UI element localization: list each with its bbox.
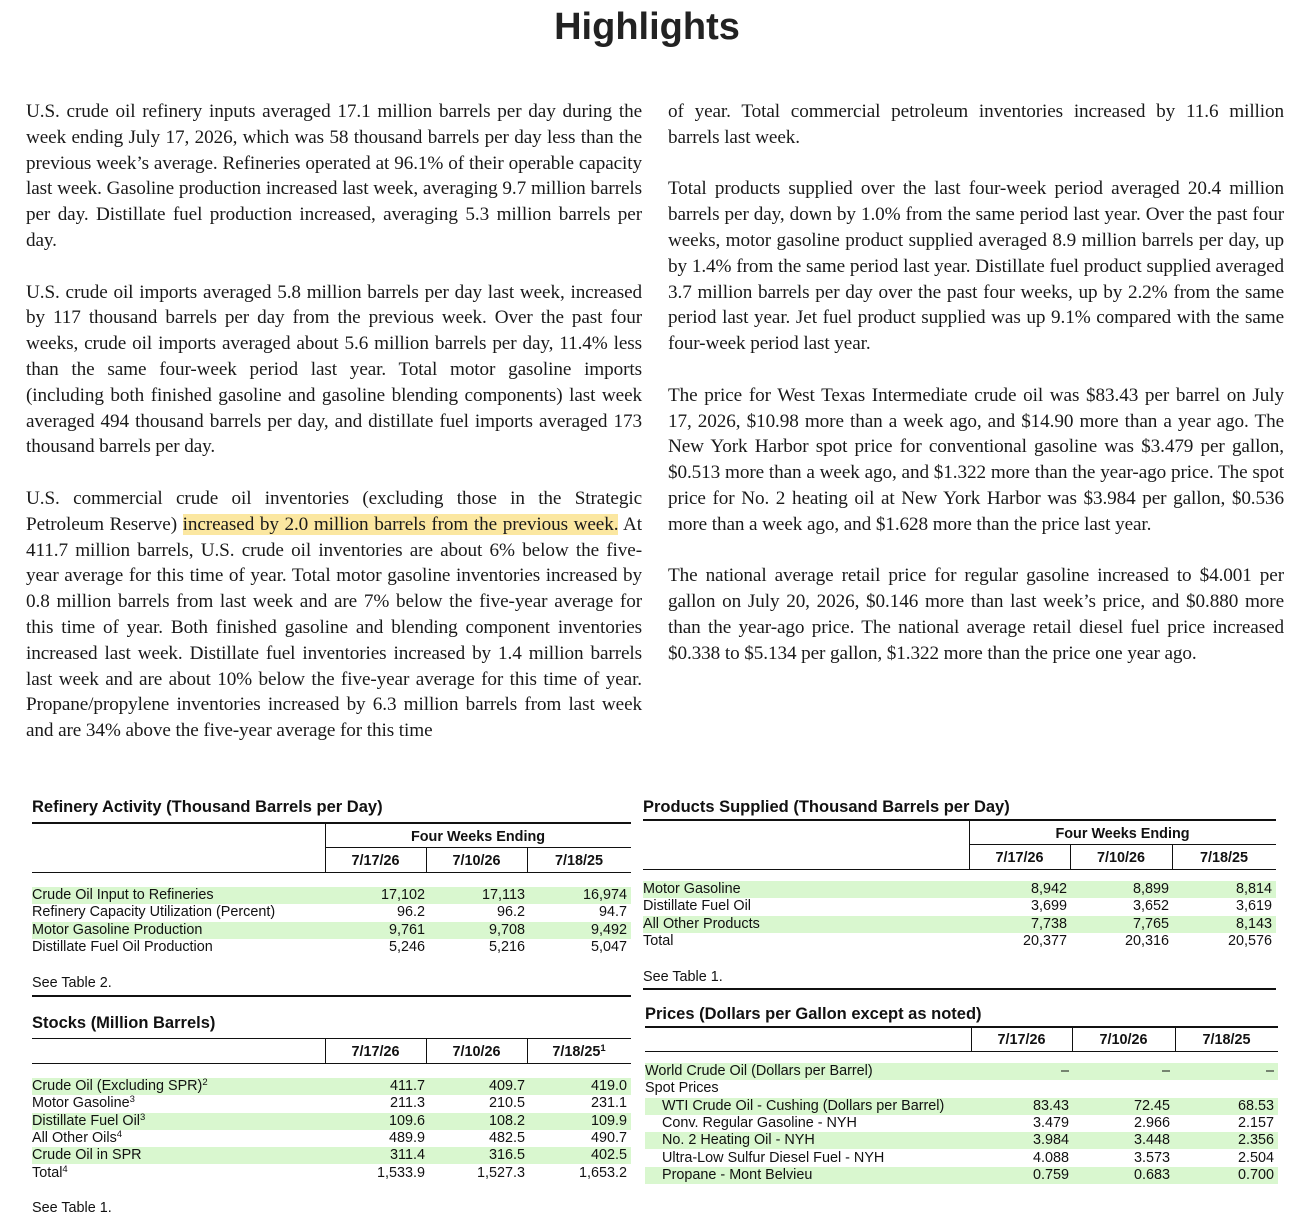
row-label-text: Distillate Fuel Oil [32,1112,140,1129]
table-row [32,1113,631,1130]
table-cell: 3.479 [1032,1114,1069,1131]
row-label [32,1165,68,1182]
row-label-text: Total [32,1164,63,1181]
footnote-marker: 2 [202,1077,208,1088]
table-cell: 9,761 [388,921,425,938]
row-label [32,887,214,904]
table-cell: 211.3 [390,1095,425,1112]
row-label-text: Total [643,932,674,949]
table-row [643,898,1276,915]
table-cell: 7,738 [1030,915,1067,932]
row-label [32,922,202,939]
table-cell: 3,699 [1030,898,1067,915]
table-row [32,887,631,904]
refinery-table-note: See Table 2. [32,975,112,991]
table-cell: 5,047 [590,938,627,955]
table-cell: 3.573 [1133,1149,1170,1166]
table-cell: 316.5 [488,1147,525,1164]
footnote-marker: 4 [116,1128,123,1140]
products-col-header: 7/17/26 [995,850,1044,866]
table-cell: 2.504 [1237,1149,1274,1166]
table-row [645,1115,1278,1132]
stocks-col-header: 7/17/26 [351,1044,400,1060]
table-cell: 9,708 [488,921,525,938]
refinery-col-header: 7/18/25 [554,853,603,869]
row-label [32,1078,208,1095]
row-label [643,898,751,915]
table-row [645,1063,1278,1080]
products-group-header: Four Weeks Ending [1055,826,1190,842]
row-label [643,916,760,933]
table-cell: 3.984 [1032,1132,1069,1149]
table-cell: 0.683 [1133,1166,1170,1183]
table-cell: 409.7 [488,1078,525,1094]
table-cell: 5,216 [488,938,525,955]
table-cell: 94.7 [598,904,627,921]
stocks-table [32,1013,631,1216]
row-label [662,1167,812,1184]
left-text-column [26,99,642,770]
table-cell: – [1060,1063,1069,1079]
row-label-text: Propane - Mont Belvieu [662,1166,813,1183]
table-row [32,1095,631,1112]
table-cell: 2.966 [1133,1114,1170,1131]
table-cell: 1,533.9 [376,1164,425,1181]
table-row [643,933,1276,950]
right-text-column [668,99,1284,692]
stocks-col-header [527,1043,631,1061]
row-label [32,1095,135,1112]
row-label-text: Crude Oil Input to Refineries [32,887,214,903]
table-cell: – [1265,1063,1274,1079]
footnote-marker: 1 [600,1043,606,1054]
prices-table [645,1004,1278,1204]
table-cell: 1,527.3 [476,1164,525,1181]
prices-table-title: Prices (Dollars per Gallon except as noted) [645,1005,982,1023]
products-col-header: 7/18/25 [1199,850,1248,866]
row-label-text: World Crude Oil (Dollars per Barrel) [645,1063,873,1079]
row-label-text: Distillate Fuel Oil [643,898,751,915]
table-cell: 8,899 [1132,881,1169,897]
table-cell: 9,492 [590,921,627,938]
page-title: Highlights [554,6,740,48]
row-label-text: Motor Gasoline [32,1095,130,1112]
table-cell: 5,246 [388,938,425,955]
table-cell: 0.759 [1032,1166,1069,1183]
table-cell: – [1161,1063,1170,1079]
row-label [32,939,213,956]
refinery-activity-table [32,797,631,992]
table-cell: 0.700 [1237,1166,1274,1183]
products-supplied-table [643,797,1276,992]
table-cell: 490.7 [590,1129,627,1146]
table-cell: 1,653.2 [578,1164,627,1181]
table-cell: 4.088 [1032,1149,1069,1166]
table-cell: 16,974 [582,887,627,903]
row-label-text: Motor Gasoline Production [32,921,203,938]
paragraph-total-inventories: of year. Total commercial petroleum inventories increased by 11.6 million barrels last week. [668,101,1284,148]
table-row [645,1080,1278,1097]
highlighted-inventory-change: increased by 2.0 million barrels from the previous week. [182,513,619,535]
row-label [662,1098,944,1115]
table-row [643,916,1276,933]
table-cell: 402.5 [590,1147,627,1164]
refinery-table-title: Refinery Activity (Thousand Barrels per Day) [32,798,383,816]
table-row [32,904,631,921]
row-label-text: Spot Prices [645,1080,719,1097]
row-label-text: Refinery Capacity Utilization (Percent) [32,904,276,921]
row-label [662,1150,884,1167]
table-cell: 482.5 [488,1129,525,1146]
table-row [32,939,631,956]
row-label-text: Ultra-Low Sulfur Diesel Fuel - NYH [662,1149,885,1166]
row-label-text: Motor Gasoline [643,881,741,897]
table-cell: 20,316 [1124,932,1169,949]
row-label [32,1130,122,1147]
table-cell: 231.1 [590,1095,627,1112]
table-row [32,922,631,939]
table-cell: 108.2 [488,1112,525,1129]
row-label-text: Conv. Regular Gasoline - NYH [662,1114,857,1131]
row-label [662,1132,815,1149]
stocks-col-header: 7/10/26 [452,1044,501,1060]
table-cell: 210.5 [488,1095,525,1112]
paragraph-retail-prices: The national average retail price for regular gasoline increased to $4.001 per gallon on July 20, 2026, $0.146 more than last week’s price, and $0.880 more than the year-ago price. The national average retail diesel fuel price increased $0.338 to $5.134 per gallon, $1.322 more than the price one year ago. [668,565,1284,664]
row-label-text: Distillate Fuel Oil Production [32,938,213,955]
row-label-text: WTI Crude Oil - Cushing (Dollars per Barrel) [662,1097,945,1114]
table-cell: 489.9 [388,1129,425,1146]
row-label [32,1147,142,1164]
row-label [645,1063,873,1080]
table-row [645,1132,1278,1149]
table-cell: 72.45 [1133,1097,1170,1114]
footnote-marker: 3 [139,1111,146,1123]
refinery-group-header: Four Weeks Ending [410,829,546,845]
paragraph-refinery-inputs: U.S. crude oil refinery inputs averaged 17.1 million barrels per day during the week ending July 17, 2026, which was 58 thousand barrels per day less than the previous week’s average. Refineries operated at 96.1% of their operable capacity last week. Gasoline production increased last week, averaging 9.7 million barrels per day. Distillate fuel production increased, averaging 5.3 million barrels per day. [26,101,642,251]
prices-col-header: 7/10/26 [1099,1032,1148,1048]
products-table-note: See Table 1. [643,969,723,985]
products-table-title: Products Supplied (Thousand Barrels per Day) [643,798,1010,816]
stocks-col-header-text: 7/18/25 [552,1044,601,1060]
inventories-text-rest: At 411.7 million barrels, U.S. crude oil inventories are about 6% below the five-year average for this time of year. Total motor gasoline inventories increased by 0.8 million barrels from last week and are 7% below the five-year average for this time of year. Both finished gasoline and blending component inventories increased last week. Distillate fuel inventories increased by 1.4 million barrels last week and are about 10% below the five-year average for this time of year. Propane/propylene inventories increased by 6.3 million barrels from last week and are 34% above the five-year average for this time [26,513,642,742]
row-label-text: Crude Oil (Excluding SPR) [32,1078,203,1094]
row-label-text: All Other Oils [32,1129,117,1146]
row-label [645,1080,719,1097]
table-cell: 419.0 [590,1078,627,1094]
inventories-text-start: U.S. commercial crude oil inventories (excluding those in the Strategic Petroleum Reserve) [26,487,642,535]
table-cell: 17,102 [380,887,425,903]
table-row [32,1165,631,1182]
table-cell: 96.2 [496,904,525,921]
table-cell: 8,143 [1235,915,1272,932]
row-label [32,1113,145,1130]
table-row [32,1130,631,1147]
table-cell: 17,113 [482,887,525,903]
footnote-marker: 3 [129,1094,135,1106]
table-cell: 96.2 [396,904,425,921]
stocks-table-title: Stocks (Million Barrels) [32,1014,216,1032]
row-label-text: Crude Oil in SPR [32,1147,142,1164]
table-row [32,1147,631,1164]
table-cell: 2.157 [1237,1114,1274,1131]
table-cell: 411.7 [390,1078,425,1094]
paragraph-inventories [26,486,642,744]
products-col-header: 7/10/26 [1096,850,1145,866]
table-cell: 3,652 [1132,898,1169,915]
row-label [643,933,673,950]
table-row [643,881,1276,898]
prices-col-header: 7/17/26 [997,1032,1046,1048]
table-cell: 68.53 [1237,1097,1274,1114]
row-label-text: No. 2 Heating Oil - NYH [662,1132,815,1149]
table-cell: 83.43 [1032,1097,1069,1114]
footnote-marker: 4 [62,1163,68,1175]
row-label [662,1115,857,1132]
table-cell: 2.356 [1237,1132,1274,1149]
row-label [643,881,741,898]
paragraph-crude-and-spot-prices: The price for West Texas Intermediate crude oil was $83.43 per barrel on July 17, 2026, $10.98 more than a week ago, and $14.90 more than a year ago. The New York Harbor spot price for conventional gasoline was $3.479 per gallon, $0.513 more than a week ago, and $1.322 more than the year-ago price. The spot price for No. 2 heating oil at New York Harbor was $3.984 per gallon, $0.536 more than a week ago, and $1.628 more than the price last year. [668,384,1284,535]
table-cell: 7,765 [1132,915,1169,932]
table-cell: 311.4 [390,1147,425,1164]
table-cell: 109.6 [388,1112,425,1129]
table-row [645,1167,1278,1184]
table-cell: 8,942 [1030,881,1067,897]
stocks-table-note: See Table 1. [32,1200,112,1216]
table-cell: 20,377 [1022,932,1067,949]
row-label [32,904,275,921]
paragraph-products-supplied: Total products supplied over the last four-week period averaged 20.4 million barrels per day, down by 1.0% from the same period last year. Over the past four weeks, motor gasoline product supplied averaged 8.9 million barrels per day, up by 1.4% from the same period last year. Distillate fuel product supplied averaged 3.7 million barrels per day over the past four weeks, up by 2.2% from the same period last year. Jet fuel product supplied was up 9.1% compared with the same four-week period last year. [668,178,1284,355]
prices-col-header: 7/18/25 [1202,1032,1251,1048]
paragraph-crude-imports: U.S. crude oil imports averaged 5.8 million barrels per day last week, increased by 117 thousand barrels per day from the previous week. Over the past four weeks, crude oil imports averaged about 5.6 million barrels per day, 11.4% less than the same four-week period last year. Total motor gasoline imports (including both finished gasoline and gasoline blending components) last week averaged 494 thousand barrels per day, and distillate fuel imports averaged 173 thousand barrels per day. [26,281,642,458]
table-cell: 8,814 [1235,881,1272,897]
table-row [32,1078,631,1095]
refinery-col-header: 7/10/26 [452,853,501,869]
refinery-col-header: 7/17/26 [351,853,400,869]
table-cell: 109.9 [590,1112,627,1129]
table-row [645,1098,1278,1115]
table-row [645,1150,1278,1167]
table-cell: 3,619 [1235,898,1272,915]
table-cell: 20,576 [1227,932,1272,949]
row-label-text: All Other Products [643,915,760,932]
table-cell: 3.448 [1133,1132,1170,1149]
